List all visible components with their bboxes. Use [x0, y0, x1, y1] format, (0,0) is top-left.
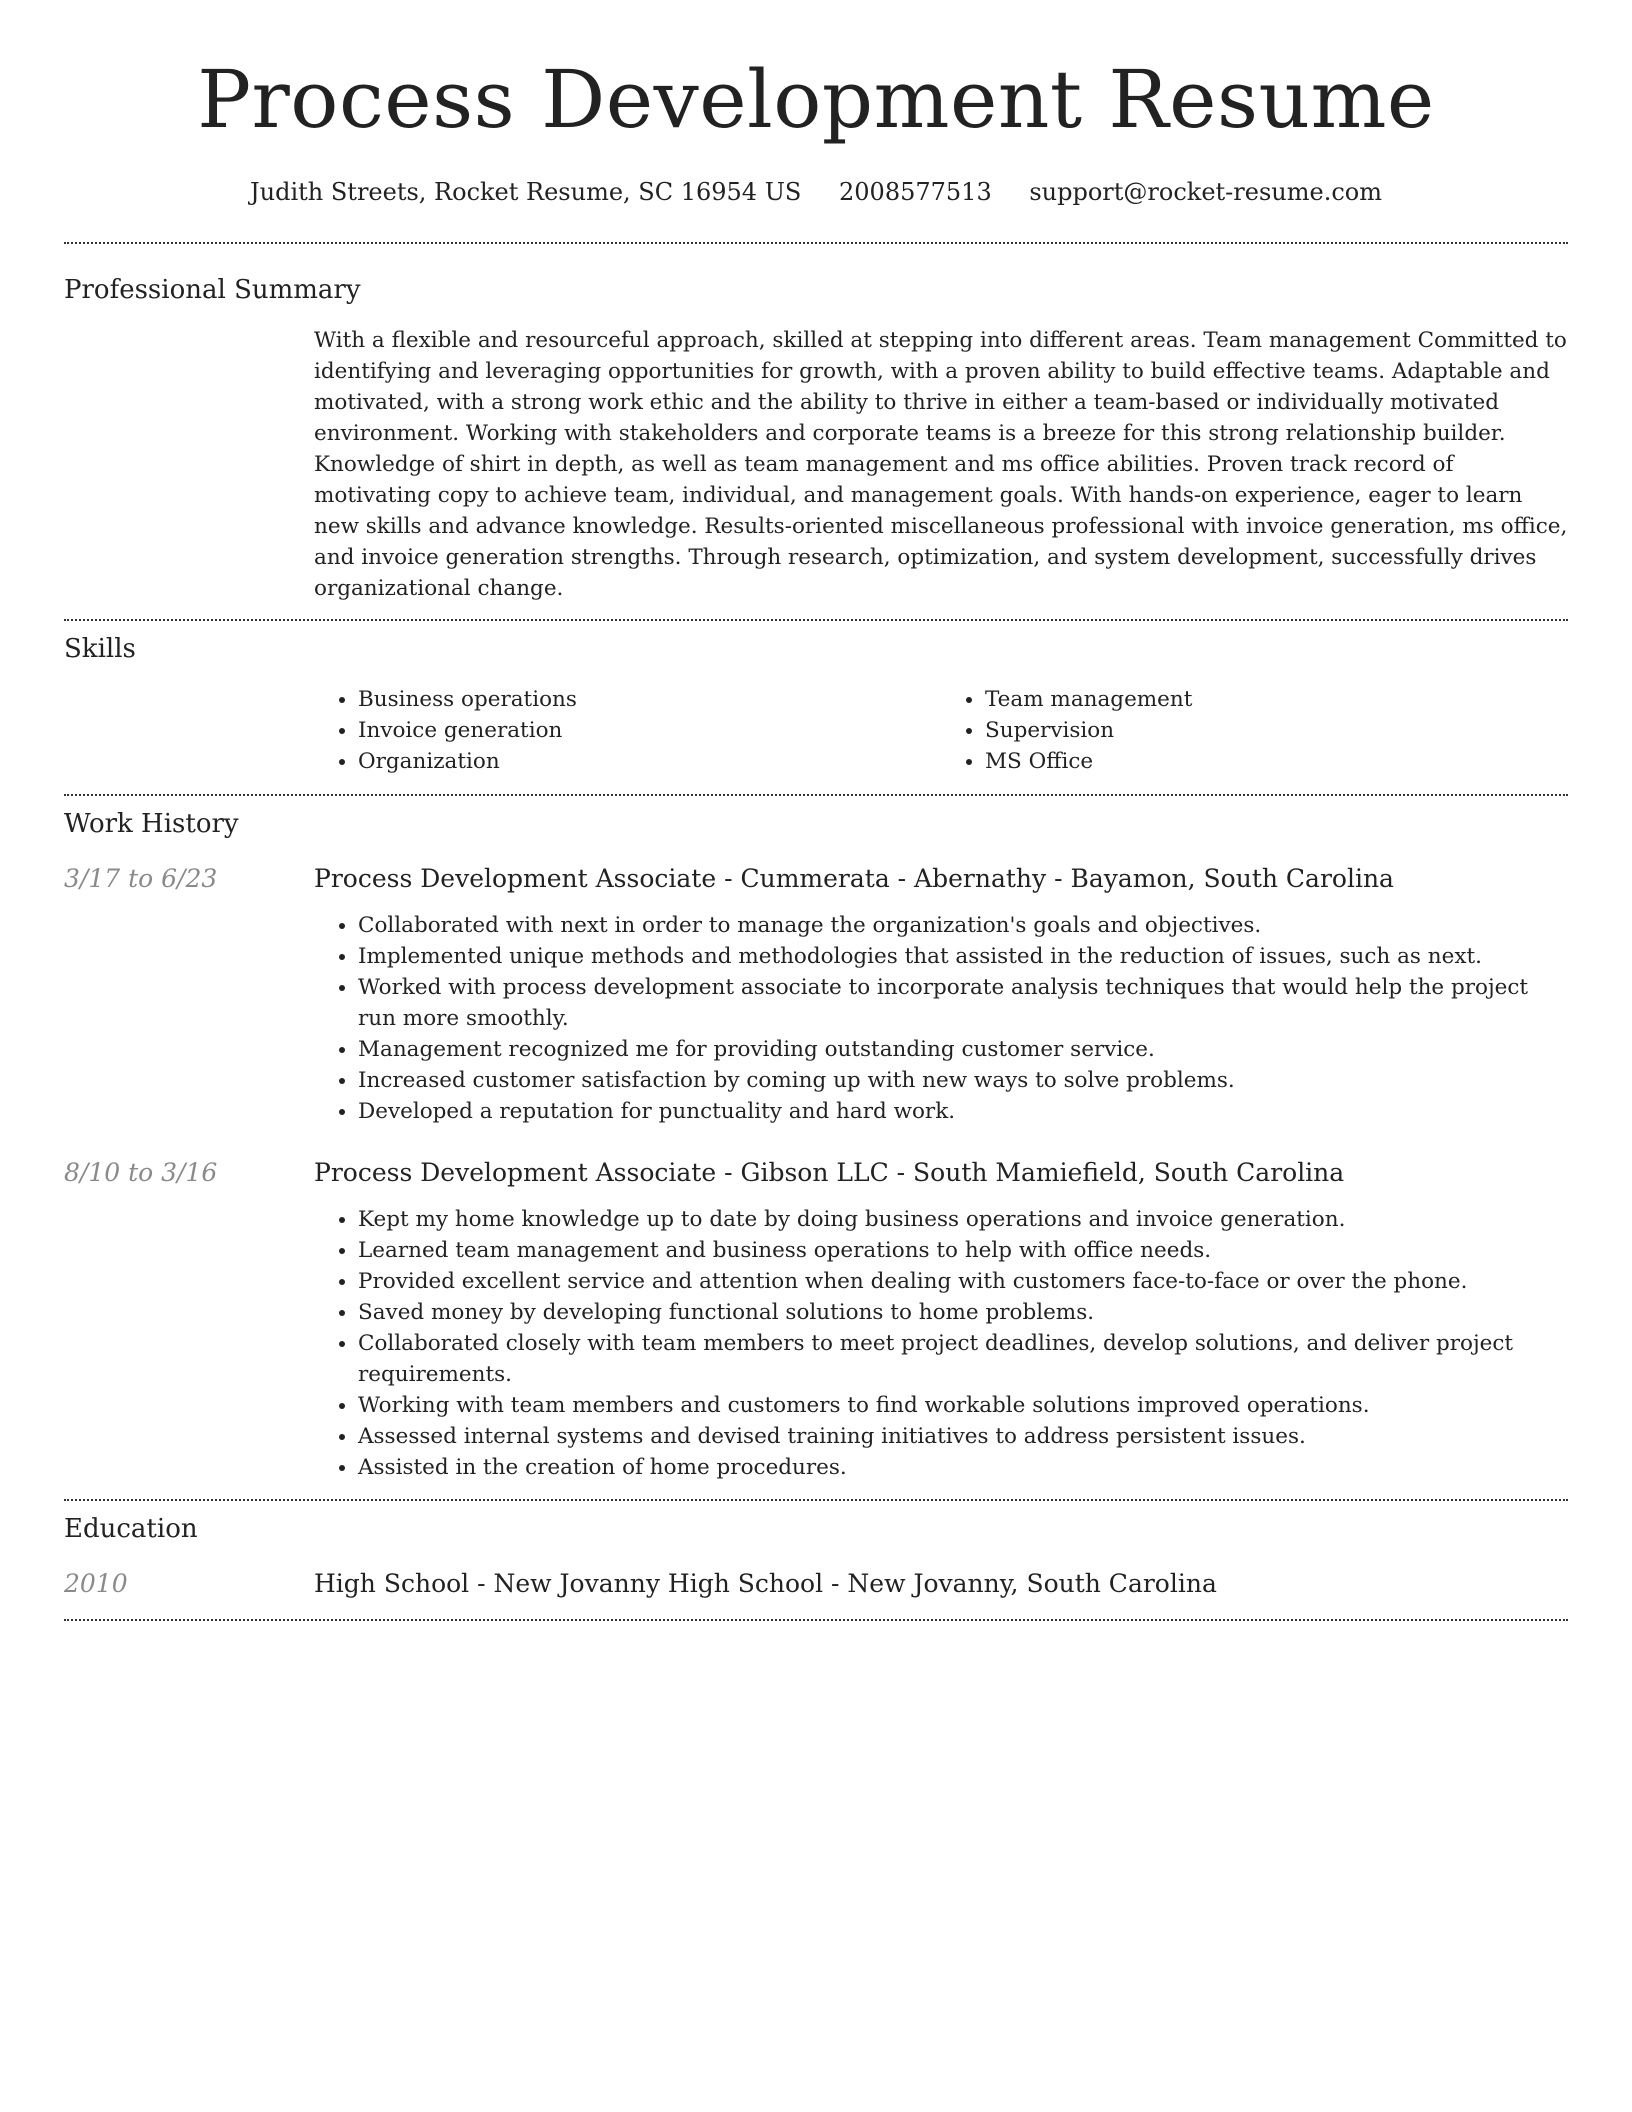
education-title: High School - New Jovanny High School - New Jovanny, South Carolina — [314, 1569, 1217, 1598]
skills-section — [64, 621, 1568, 777]
work-history-section — [64, 796, 1568, 1483]
skill-item: • Team management — [985, 684, 1568, 715]
job-bullet: • Learned team management and business operations to help with office needs. — [358, 1235, 1568, 1266]
education-entry — [64, 1567, 1568, 1601]
job-bullet: • Assessed internal systems and devised training initiatives to address persistent issues. — [358, 1421, 1568, 1452]
job-bullet: • Provided excellent service and attention when dealing with customers face-to-face or over the phone. — [358, 1266, 1568, 1297]
job-entry — [64, 862, 1568, 1127]
job-entry — [64, 1156, 1568, 1483]
skills-list-left — [314, 684, 941, 777]
skill-item: • Business operations — [358, 684, 941, 715]
job-bullet: • Increased customer satisfaction by coming up with new ways to solve problems. — [358, 1065, 1568, 1096]
job-bullet: • Assisted in the creation of home procedures. — [358, 1452, 1568, 1483]
job-dates: 3/17 to 6/23 — [64, 864, 218, 893]
summary-left-spacer — [64, 325, 314, 604]
job-bullet: • Implemented unique methods and methodologies that assisted in the reduction of issues, such as next. — [358, 941, 1568, 972]
summary-section — [64, 244, 1568, 604]
skills-list-right — [941, 684, 1568, 777]
job-bullets — [314, 1204, 1568, 1483]
job-bullet: • Kept my home knowledge up to date by doing business operations and invoice generation. — [358, 1204, 1568, 1235]
skill-item: • MS Office — [985, 746, 1568, 777]
skills-heading: Skills — [64, 634, 136, 664]
job-bullets — [314, 910, 1568, 1127]
job-bullet: • Collaborated with next in order to manage the organization's goals and objectives. — [358, 910, 1568, 941]
skill-item: • Invoice generation — [358, 715, 941, 746]
contact-line — [64, 176, 1568, 208]
education-year: 2010 — [64, 1569, 128, 1598]
job-bullet: • Developed a reputation for punctuality and hard work. — [358, 1096, 1568, 1127]
contact-email: support@rocket-resume.com — [1029, 178, 1382, 206]
job-bullet: • Worked with process development associate to incorporate analysis techniques that would help the project run more smoothly. — [358, 972, 1568, 1034]
divider — [64, 1619, 1568, 1621]
skill-item: • Organization — [358, 746, 941, 777]
skills-left-spacer — [64, 684, 314, 777]
summary-text: With a flexible and resourceful approach, skilled at stepping into different areas. Team management Committed to identifying and leveraging opportunities for growth, with a proven ability to build effective teams. Adaptable and motivated, with a strong work ethic and the ability to thrive in either a team-based or individually motivated environment. Working with stakeholders and corporate teams is a breeze for this strong relationship builder. Knowledge of shirt in depth, as well as team management and ms office abilities. Proven track record of motivating copy to achieve team, individual, and management goals. With hands-on experience, eager to learn new skills and advance knowledge. Results-oriented miscellaneous professional with invoice generation, ms office, and invoice generation strengths. Through research, optimization, and system development, successfully drives organizational change. — [314, 328, 1568, 601]
job-bullet: • Collaborated closely with team members to meet project deadlines, develop solutions, and deliver project requirements. — [358, 1328, 1568, 1390]
job-title: Process Development Associate - Gibson LLC - South Mamiefield, South Carolina — [314, 1158, 1345, 1187]
contact-address: Judith Streets, Rocket Resume, SC 16954 US — [250, 178, 802, 206]
job-bullet: • Management recognized me for providing outstanding customer service. — [358, 1034, 1568, 1065]
work-history-heading: Work History — [64, 809, 239, 839]
skill-item: • Supervision — [985, 715, 1568, 746]
education-section — [64, 1501, 1568, 1601]
resume-title: Process Development Resume — [197, 53, 1435, 146]
job-bullet: • Working with team members and customers to find workable solutions improved operations. — [358, 1390, 1568, 1421]
job-dates: 8/10 to 3/16 — [64, 1158, 218, 1187]
summary-heading: Professional Summary — [64, 275, 361, 305]
education-heading: Education — [64, 1514, 198, 1544]
contact-phone: 2008577513 — [839, 178, 992, 206]
job-title: Process Development Associate - Cummerata - Abernathy - Bayamon, South Carolina — [314, 864, 1394, 893]
job-bullet: • Saved money by developing functional solutions to home problems. — [358, 1297, 1568, 1328]
